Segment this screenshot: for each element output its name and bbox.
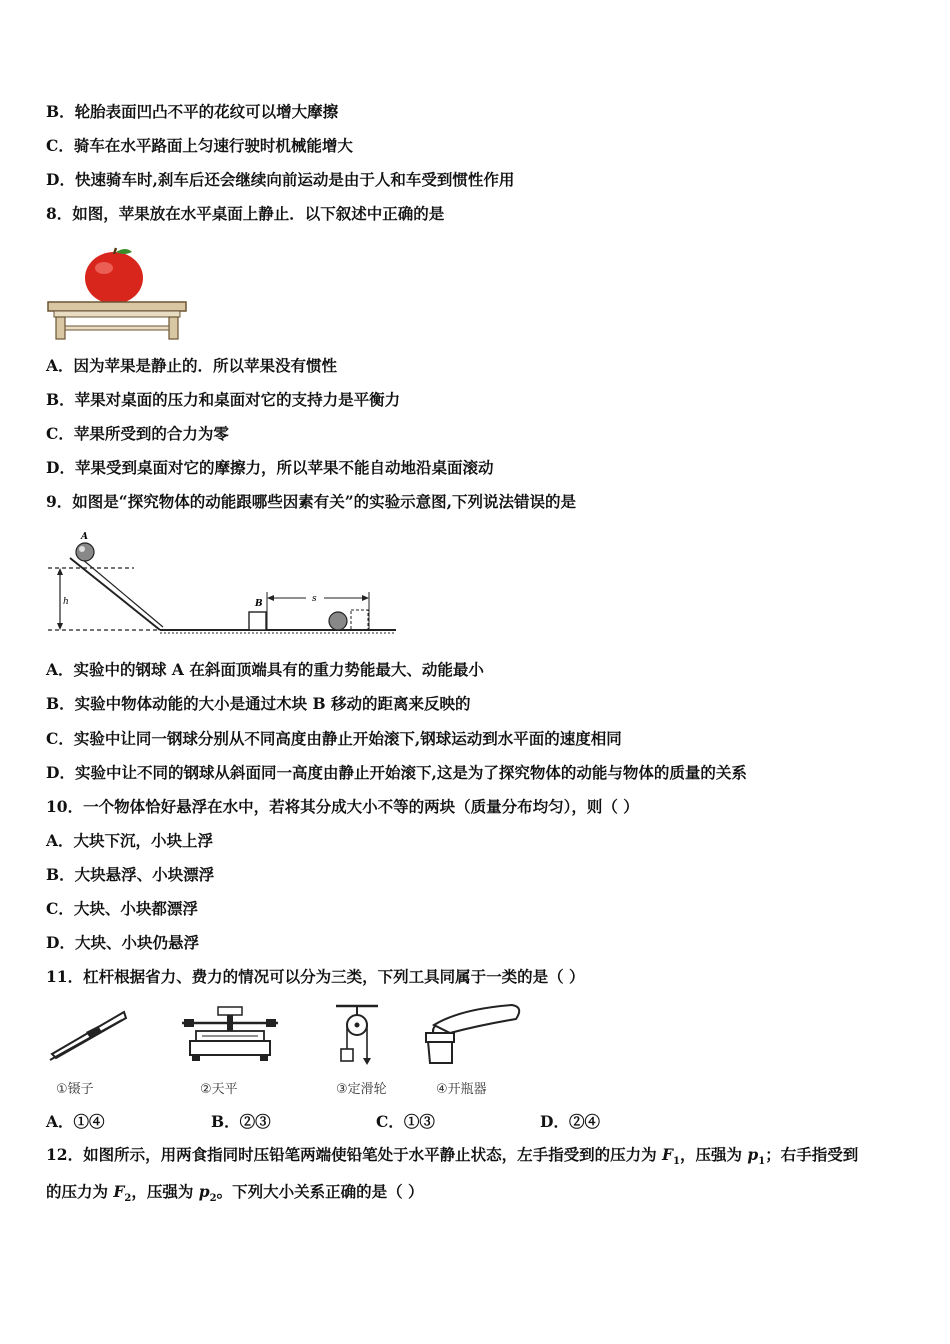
q11-option-d: D．②④	[540, 1112, 600, 1131]
q9-option-d: D．实验中让不同的钢球从斜面同一高度由静止开始滚下,这是为了探究物体的动能与物体的质量的关系	[46, 763, 747, 782]
q7-option-c: C．骑车在水平路面上匀速行驶时机械能增大	[46, 136, 353, 155]
caption-bottle-opener: ④开瓶器	[436, 1082, 487, 1097]
table-icon	[48, 302, 186, 339]
ball-a-label: A	[81, 532, 88, 542]
caption-balance: ②天平	[200, 1082, 238, 1097]
q10-option-c: C．大块、小块都漂浮	[46, 899, 198, 918]
apple-on-table-figure	[46, 246, 188, 344]
q8-option-a: A．因为苹果是静止的．所以苹果没有惯性	[46, 356, 338, 375]
q10-option-b: B．大块悬浮、小块漂浮	[46, 865, 215, 884]
q10-stem: 10．一个物体恰好悬浮在水中，若将其分成大小不等的两块（质量分布均匀），则（ ）	[46, 797, 639, 816]
q8-option-b: B．苹果对桌面的压力和桌面对它的支持力是平衡力	[46, 390, 401, 409]
q10-option-d: D．大块、小块仍悬浮	[46, 933, 199, 952]
q7-option-d: D．快速骑车时,刹车后还会继续向前运动是由于人和车受到惯性作用	[46, 170, 515, 189]
q11-option-a: A．①④	[46, 1112, 105, 1131]
q8-stem: 8．如图，苹果放在水平桌面上静止．以下叙述中正确的是	[46, 204, 445, 223]
block-b-label: B	[255, 599, 263, 609]
apple-icon	[85, 252, 143, 304]
q12-line-1: 12．如图所示，用两食指同时压铅笔两端使铅笔处于水平静止状态，左手指受到的压力为 $F_1$，压强为 $p_1$；右手指受到	[46, 1145, 859, 1168]
ball-moved	[329, 612, 347, 630]
q8-option-d: D．苹果受到桌面对它的摩擦力，所以苹果不能自动地沿桌面滚动	[46, 458, 494, 477]
caption-pulley: ③定滑轮	[336, 1082, 387, 1097]
q9-option-c: C．实验中让同一钢球分别从不同高度由静止开始滚下,钢球运动到水平面的速度相同	[46, 729, 622, 748]
distance-label: s	[312, 594, 317, 604]
q11-stem: 11．杠杆根据省力、费力的情况可以分为三类，下列工具同属于一类的是（ ）	[46, 967, 585, 986]
q9-option-b: B．实验中物体动能的大小是通过木块 B 移动的距离来反映的	[46, 694, 471, 713]
bottle-opener-icon	[420, 1001, 524, 1067]
q7-option-b: B．轮胎表面凹凸不平的花纹可以增大摩擦	[46, 102, 339, 121]
fixed-pulley-icon	[332, 1003, 388, 1069]
q12-line-2: 的压力为 $F_2$，压强为 $p_2$。下列大小关系正确的是（ ）	[46, 1182, 424, 1205]
balance-scale-icon	[178, 1003, 282, 1067]
q9-stem: 9．如图是“探究物体的动能跟哪些因素有关”的实验示意图,下列说法错误的是	[46, 492, 577, 511]
q11-options	[46, 1110, 746, 1130]
caption-tweezers: ①镊子	[56, 1082, 94, 1097]
height-label: h	[63, 597, 69, 607]
q8-option-c: C．苹果所受到的合力为零	[46, 424, 229, 443]
q10-option-a: A．大块下沉，小块上浮	[46, 831, 214, 850]
q11-option-c: C．①③	[376, 1112, 435, 1131]
tweezers-icon	[46, 1008, 128, 1064]
block-b	[249, 612, 266, 630]
q11-option-b: B．②③	[211, 1112, 271, 1131]
ball-a	[76, 543, 94, 561]
kinetic-energy-experiment-figure	[46, 530, 398, 638]
q9-option-a: A．实验中的钢球 A 在斜面顶端具有的重力势能最大、动能最小	[46, 660, 484, 679]
